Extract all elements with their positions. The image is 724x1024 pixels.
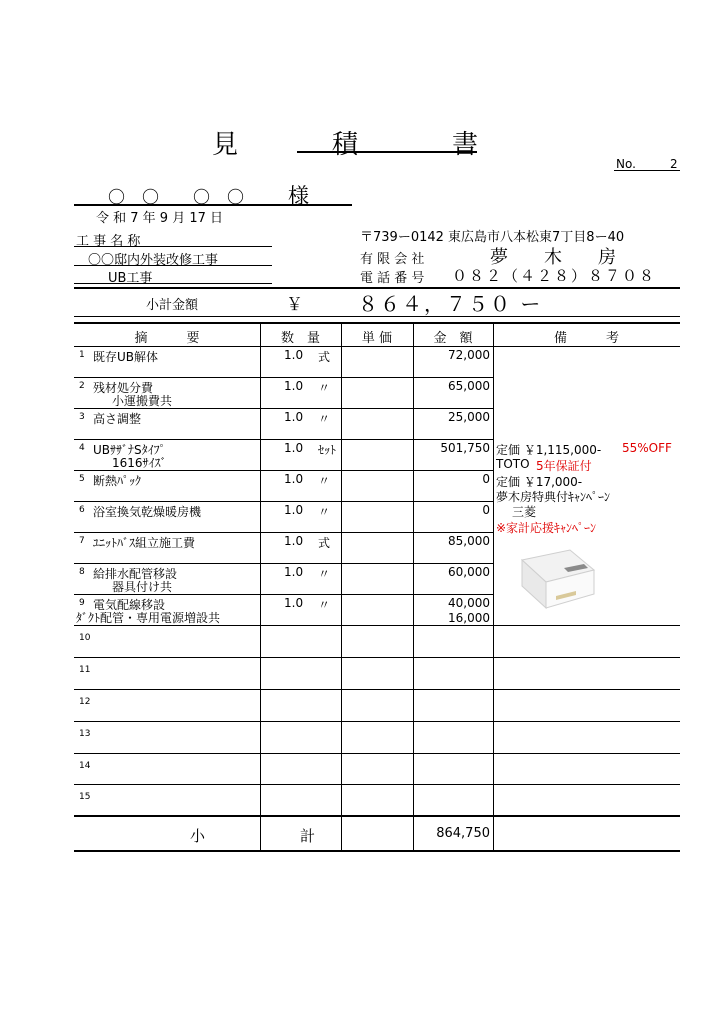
item-quantity: 1.0 xyxy=(284,441,304,455)
item-description: ﾕﾆｯﾄﾊﾞｽ組立施工費 xyxy=(93,536,196,550)
item-description: 浴室換気乾燥暖房機 xyxy=(93,505,202,519)
header-unit-price: 単 価 xyxy=(361,331,393,346)
subtotal-amount: ８６４，７５０ ー xyxy=(358,292,543,316)
customer-underline xyxy=(74,204,352,206)
row-separator xyxy=(74,501,493,502)
item-subdescription: 小運搬費共 xyxy=(112,394,173,408)
row-number: 15 xyxy=(79,792,91,802)
item-quantity: 1.0 xyxy=(284,410,304,424)
row-separator xyxy=(74,532,493,533)
item-amount: 60,000 xyxy=(448,565,490,579)
col-divider-4 xyxy=(493,322,494,850)
item-amount: 501,750 xyxy=(440,441,490,455)
item-amount: 40,000 xyxy=(448,596,490,610)
issue-date: 令 和 7 年 9 月 17 日 xyxy=(96,211,224,226)
row-separator xyxy=(74,563,493,564)
item-description: 断熱ﾊﾟｯｸ xyxy=(93,474,142,488)
work-name-label-line xyxy=(74,246,272,247)
work-name-2-line xyxy=(74,283,272,284)
item-unit: 〃 xyxy=(318,412,331,426)
item-amount: 0 xyxy=(482,503,490,517)
item-amount: 25,000 xyxy=(448,410,490,424)
row-separator xyxy=(74,594,493,595)
header-quantity: 数 量 xyxy=(280,331,320,346)
item-description: UBｻｻﾞﾅSﾀｲﾌﾟ xyxy=(93,443,166,457)
row-separator xyxy=(74,408,493,409)
row-number: 7 xyxy=(79,536,85,546)
item-unit: 式 xyxy=(318,536,331,550)
no-underline xyxy=(614,170,680,171)
item-amount: 0 xyxy=(482,472,490,486)
no-label: No. xyxy=(616,157,636,171)
row-separator xyxy=(74,470,493,471)
header-description: 摘 要 xyxy=(134,331,200,346)
total-label-1: 小 xyxy=(190,827,206,845)
remark-campaign-2: ※家計応援ｷｬﾝﾍﾟｰﾝ xyxy=(496,521,597,535)
item-quantity: 1.0 xyxy=(284,503,304,517)
item-unit: 〃 xyxy=(318,505,331,519)
phone-number: ０８２（４２８）８７０８ xyxy=(452,267,657,285)
row-separator xyxy=(74,784,680,785)
col-divider-3 xyxy=(413,322,414,850)
col-divider-2 xyxy=(341,322,342,850)
remark-discount: 55%OFF xyxy=(622,441,672,455)
item-unit: ｾｯﾄ xyxy=(318,443,337,457)
row-number: 3 xyxy=(79,412,85,422)
row-separator xyxy=(74,625,680,626)
subtotal-label: 小計金額 xyxy=(146,298,199,313)
row-separator xyxy=(74,721,680,722)
item-amount: 85,000 xyxy=(448,534,490,548)
table-top-line xyxy=(74,322,680,324)
row-number: 8 xyxy=(79,567,85,577)
remark-maker: TOTO xyxy=(496,457,530,471)
row-number: 9 xyxy=(79,598,85,608)
company-type: 有 限 会 社 xyxy=(360,252,425,267)
row-separator xyxy=(74,439,493,440)
customer-name: 〇 〇 〇 〇 xyxy=(108,188,244,208)
item-unit: 〃 xyxy=(318,474,331,488)
item-quantity: 1.0 xyxy=(284,534,304,548)
subtotal-bottom-line xyxy=(74,316,680,317)
item-amount-2: 16,000 xyxy=(448,611,490,625)
item-description: 残材処分費 xyxy=(93,381,154,395)
item-quantity: 1.0 xyxy=(284,379,304,393)
customer-honorific: 様 xyxy=(288,184,309,208)
remark-warranty: 5年保証付 xyxy=(536,459,592,473)
row-number: 13 xyxy=(79,729,91,739)
row-separator xyxy=(74,753,680,754)
item-description: 高さ調整 xyxy=(93,412,142,426)
row-separator xyxy=(74,657,680,658)
phone-label: 電 話 番 号 xyxy=(360,271,425,286)
total-amount: 864,750 xyxy=(436,826,490,841)
header-remarks: 備 考 xyxy=(553,331,619,346)
item-subdescription: 器具付け共 xyxy=(112,580,173,594)
work-name-1-line xyxy=(74,265,272,266)
col-divider-1 xyxy=(260,322,261,850)
no-value: 2 xyxy=(670,157,678,171)
item-subdescription: 1616ｻｲｽﾞ xyxy=(112,456,167,470)
remark-list-price: 定価 ￥1,115,000- xyxy=(496,443,602,457)
item-quantity: 1.0 xyxy=(284,596,304,610)
work-name-1: 〇〇邸内外装改修工事 xyxy=(88,253,219,268)
work-name-2: UB工事 xyxy=(108,271,153,286)
item-quantity: 1.0 xyxy=(284,348,304,362)
row-number: 10 xyxy=(79,633,91,643)
table-header-line xyxy=(74,346,680,347)
item-description: 給排水配管移設 xyxy=(93,567,178,581)
subtotal-yen: ￥ xyxy=(286,295,303,315)
row-number: 14 xyxy=(79,761,91,771)
item-quantity: 1.0 xyxy=(284,472,304,486)
item-unit: 〃 xyxy=(318,381,331,395)
item-unit: 〃 xyxy=(318,567,331,581)
table-body-bottom-line xyxy=(74,815,680,817)
item-amount: 72,000 xyxy=(448,348,490,362)
row-number: 11 xyxy=(79,665,91,675)
row-number: 2 xyxy=(79,381,85,391)
item-unit: 〃 xyxy=(318,598,331,612)
title-underline xyxy=(297,151,477,153)
work-name-label: 工 事 名 称 xyxy=(76,234,141,249)
item-quantity: 1.0 xyxy=(284,565,304,579)
item-description: 既存UB解体 xyxy=(93,350,159,364)
remark-maker-2: 三菱 xyxy=(512,505,537,519)
row-number: 5 xyxy=(79,474,85,484)
row-number: 6 xyxy=(79,505,85,515)
row-number: 1 xyxy=(79,350,85,360)
item-subdescription: ﾀﾞｸﾄ配管・専用電源増設共 xyxy=(76,611,221,625)
row-number: 12 xyxy=(79,697,91,707)
item-amount: 65,000 xyxy=(448,379,490,393)
table-bottom-line xyxy=(74,850,680,852)
company-name: 夢 木 房 xyxy=(490,247,616,268)
item-unit: 式 xyxy=(318,350,331,364)
company-address: 〒739ー0142 東広島市八本松東7丁目8ー40 xyxy=(360,230,625,245)
header-amount: 金 額 xyxy=(433,331,473,346)
ventilation-unit-image xyxy=(508,548,598,613)
row-separator xyxy=(74,377,493,378)
remark-campaign: 夢木房特典付ｷｬﾝﾍﾟｰﾝ xyxy=(496,490,611,504)
remark-list-price-2: 定価 ￥17,000- xyxy=(496,475,583,489)
item-description: 電気配線移設 xyxy=(93,598,166,612)
document-title: 見 積 書 xyxy=(211,130,512,160)
row-number: 4 xyxy=(79,443,85,453)
row-separator xyxy=(74,689,680,690)
total-label-2: 計 xyxy=(300,827,316,845)
